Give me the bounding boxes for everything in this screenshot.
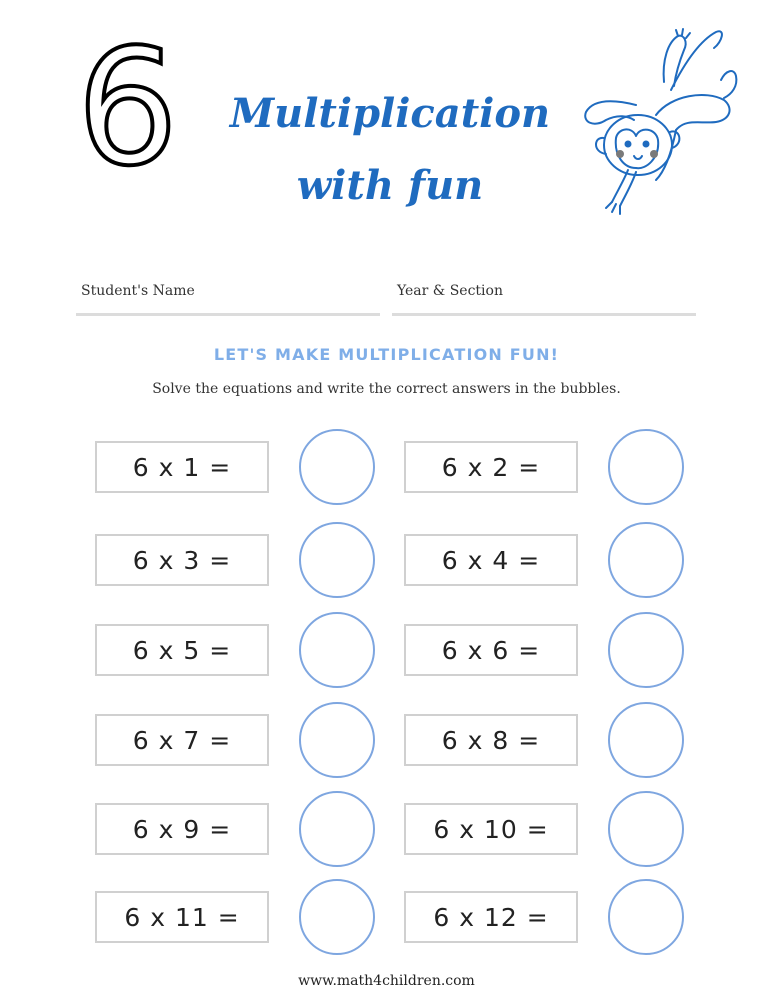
equation-box: 6 x 6 = xyxy=(404,624,578,676)
student-name-label: Student's Name xyxy=(81,283,195,299)
answer-bubble[interactable] xyxy=(299,522,375,598)
equation-box: 6 x 3 = xyxy=(95,534,269,586)
answer-bubble[interactable] xyxy=(299,879,375,955)
equation-box: 6 x 10 = xyxy=(404,803,578,855)
instructions-text: Solve the equations and write the correct answers in the bubbles. xyxy=(152,381,621,397)
equation-box: 6 x 1 = xyxy=(95,441,269,493)
equation-box: 6 x 9 = xyxy=(95,803,269,855)
answer-bubble[interactable] xyxy=(299,702,375,778)
answer-bubble[interactable] xyxy=(608,612,684,688)
answer-bubble[interactable] xyxy=(299,791,375,867)
answer-bubble[interactable] xyxy=(299,612,375,688)
footer-url: www.math4children.com xyxy=(298,973,475,989)
answer-bubble[interactable] xyxy=(608,791,684,867)
equation-box: 6 x 5 = xyxy=(95,624,269,676)
equation-box: 6 x 8 = xyxy=(404,714,578,766)
equation-box: 6 x 7 = xyxy=(95,714,269,766)
title-line-2: with fun xyxy=(296,162,484,209)
equation-box: 6 x 2 = xyxy=(404,441,578,493)
equation-box: 6 x 11 = xyxy=(95,891,269,943)
answer-bubble[interactable] xyxy=(608,429,684,505)
answer-bubble[interactable] xyxy=(608,702,684,778)
equation-box: 6 x 4 = xyxy=(404,534,578,586)
answer-bubble[interactable] xyxy=(299,429,375,505)
section-heading: LET'S MAKE MULTIPLICATION FUN! xyxy=(213,345,560,364)
title-line-1: Multiplication xyxy=(229,90,551,137)
answer-bubble[interactable] xyxy=(608,522,684,598)
big-number-six: 6 xyxy=(76,14,179,201)
equation-box: 6 x 12 = xyxy=(404,891,578,943)
year-section-label: Year & Section xyxy=(397,283,503,299)
answer-bubble[interactable] xyxy=(608,879,684,955)
